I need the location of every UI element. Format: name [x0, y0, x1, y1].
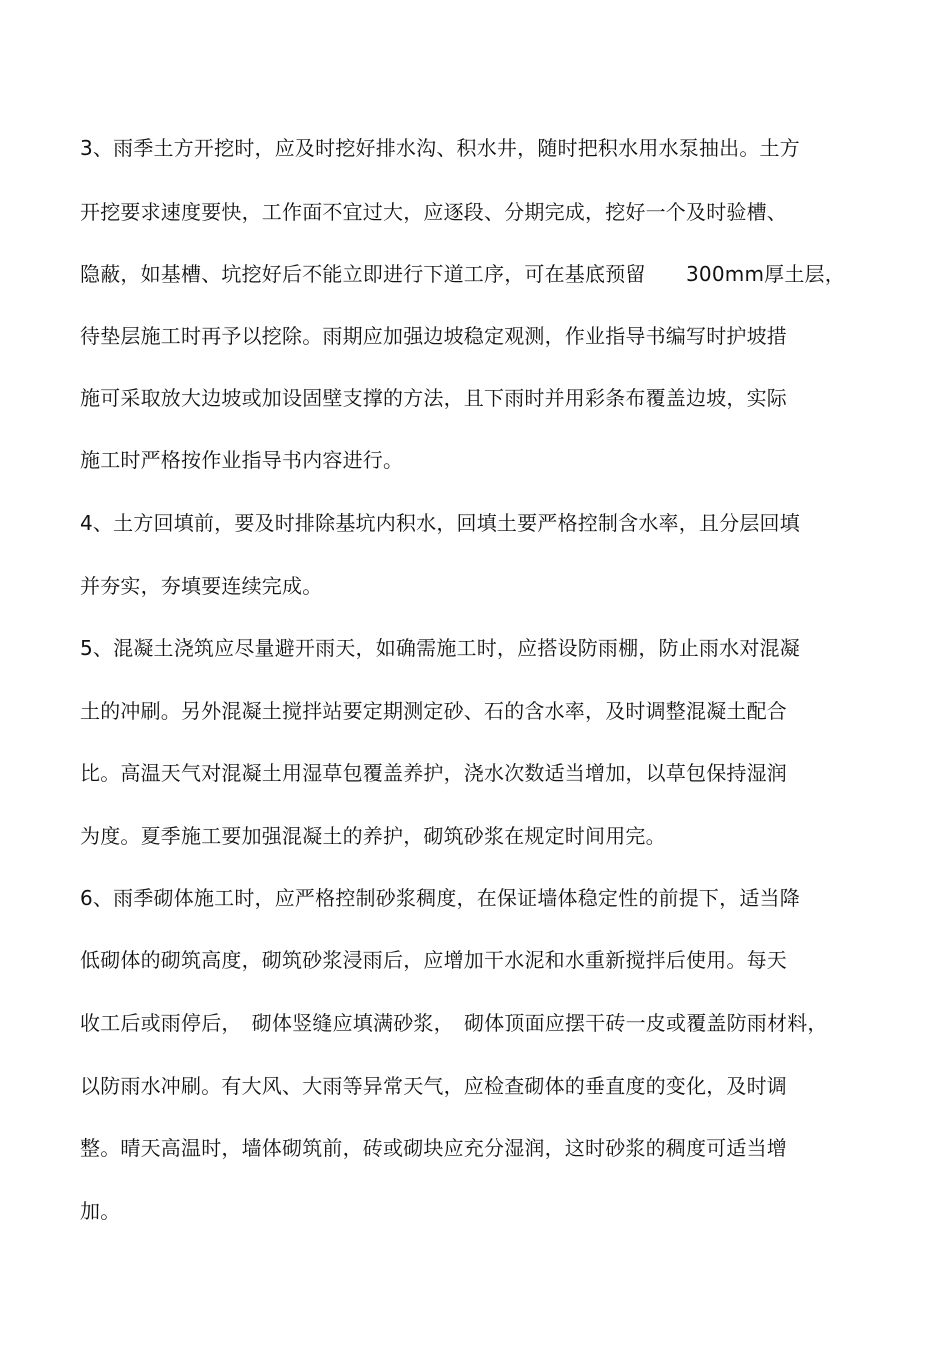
text-line: 施可采取放大边坡或加设固壁支撑的方法，且下雨时并用彩条布覆盖边坡，实际	[80, 386, 787, 410]
text-line: 并夯实，夯填要连续完成。	[80, 574, 323, 598]
text-line: 施工时严格按作业指导书内容进行。	[80, 448, 404, 472]
text-line: 整。晴天高温时，墙体砌筑前，砖或砌块应充分湿润，这时砂浆的稠度可适当增	[80, 1136, 787, 1160]
text-line: 土的冲刷。另外混凝土搅拌站要定期测定砂、石的含水率，及时调整混凝土配合	[80, 699, 787, 723]
text-line: 收工后或雨停后， 砌体竖缝应填满砂浆， 砌体顶面应摆干砖一皮或覆盖防雨材料，	[80, 1011, 828, 1035]
text-line: 开挖要求速度要快，工作面不宜过大，应逐段、分期完成，挖好一个及时验槽、	[80, 200, 787, 224]
text-line: 6、雨季砌体施工时，应严格控制砂浆稠度，在保证墙体稳定性的前提下，适当降	[80, 886, 800, 910]
text-line: 隐蔽，如基槽、坑挖好后不能立即进行下道工序，可在基底预留 300mm厚土层，	[80, 262, 845, 286]
text-line: 待垫层施工时再予以挖除。雨期应加强边坡稳定观测，作业指导书编写时护坡措	[80, 324, 787, 348]
text-line: 4、土方回填前，要及时排除基坑内积水，回填土要严格控制含水率，且分层回填	[80, 511, 800, 535]
text-line: 为度。夏季施工要加强混凝土的养护，砌筑砂浆在规定时间用完。	[80, 824, 666, 848]
text-line: 低砌体的砌筑高度，砌筑砂浆浸雨后，应增加干水泥和水重新搅拌后使用。每天	[80, 948, 787, 972]
text-line: 比。高温天气对混凝土用湿草包覆盖养护，浇水次数适当增加，以草包保持湿润	[80, 761, 787, 785]
text-line: 5、混凝土浇筑应尽量避开雨天，如确需施工时，应搭设防雨棚，防止雨水对混凝	[80, 636, 800, 660]
text-line: 3、雨季土方开挖时，应及时挖好排水沟、积水井，随时把积水用水泵抽出。土方	[80, 136, 800, 160]
text-line: 加。	[80, 1199, 121, 1223]
text-line: 以防雨水冲刷。有大风、大雨等异常天气，应检查砌体的垂直度的变化，及时调	[80, 1074, 787, 1098]
